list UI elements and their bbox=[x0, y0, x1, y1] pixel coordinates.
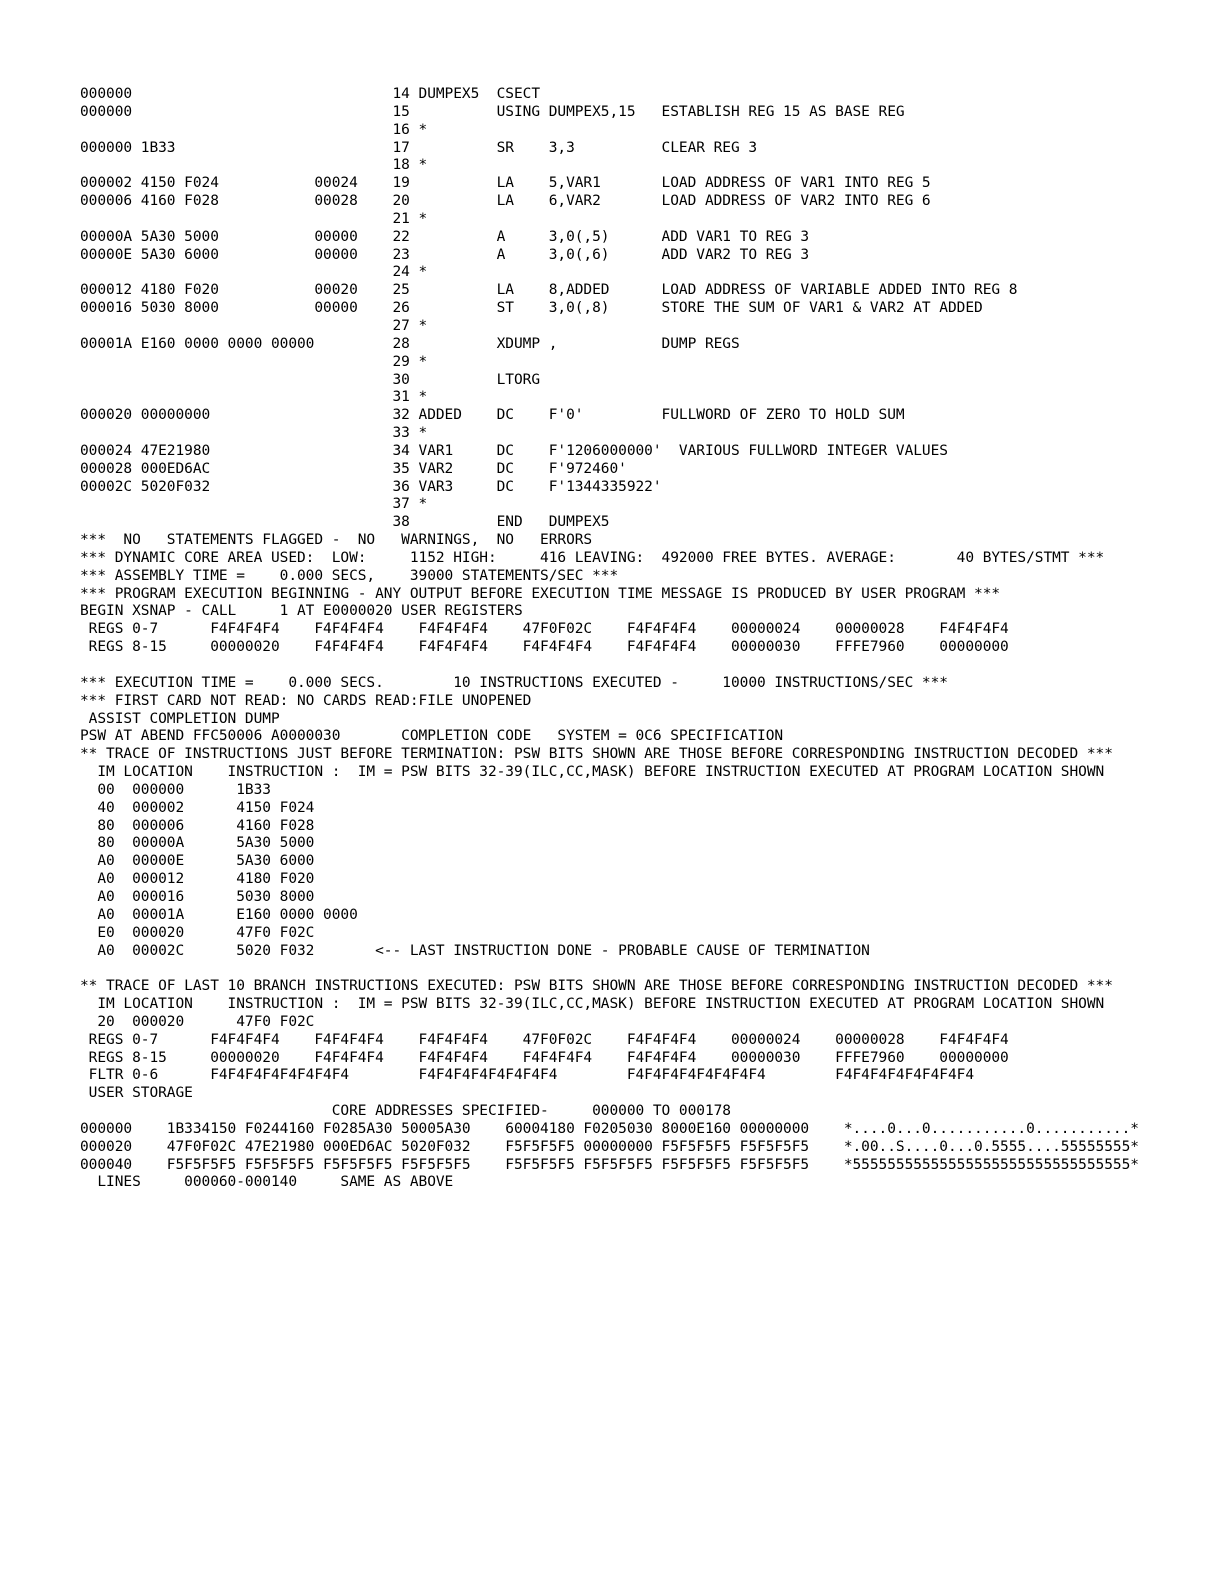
storage-dump-row: 000000 1B334150 F0244160 F0285A30 50005A30 60004180 F0205030 8000E160 00000000 *....0...0...........0...........* bbox=[80, 1120, 1139, 1137]
register-dump-line: REGS 8-15 00000020 F4F4F4F4 F4F4F4F4 F4F4F4F4 F4F4F4F4 00000030 FFFE7960 00000000 bbox=[80, 1049, 1009, 1066]
listing-line: 000024 47E21980 34 VAR1 DC F'1206000000' VARIOUS FULLWORD INTEGER VALUES bbox=[80, 442, 948, 459]
listing-line: 00000E 5A30 6000 00000 23 A 3,0(,6) ADD VAR2 TO REG 3 bbox=[80, 246, 810, 263]
trace-row: A0 000012 4180 F020 bbox=[80, 871, 315, 888]
listing-line: 38 END DUMPEX5 bbox=[80, 514, 610, 531]
listing-line: 000016 5030 8000 00000 26 ST 3,0(,8) STORE THE SUM OF VAR1 & VAR2 AT ADDED bbox=[80, 300, 983, 317]
assembly-summary-line: *** DYNAMIC CORE AREA USED: LOW: 1152 HIGH: 416 LEAVING: 492000 FREE BYTES. AVERAGE: 40 BYTES/STMT *** bbox=[80, 549, 1105, 566]
assembly-summary-line: *** ASSEMBLY TIME = 0.000 SECS, 39000 STATEMENTS/SEC *** bbox=[80, 567, 619, 584]
trace-row-last-instruction: A0 00002C 5020 F032 <-- LAST INSTRUCTION DONE - PROBABLE CAUSE OF TERMINATION bbox=[80, 942, 870, 959]
trace-row: 80 000006 4160 F028 bbox=[80, 817, 315, 834]
storage-same-as-above-line: LINES 000060-000140 SAME AS ABOVE bbox=[80, 1174, 454, 1191]
register-dump-line: REGS 0-7 F4F4F4F4 F4F4F4F4 F4F4F4F4 47F0F02C F4F4F4F4 00000024 00000028 F4F4F4F4 bbox=[80, 1031, 1009, 1048]
blank-line bbox=[80, 960, 1139, 978]
listing-line: 31 * bbox=[80, 389, 428, 406]
user-storage-header: USER STORAGE bbox=[80, 1085, 193, 1102]
trace-row: E0 000020 47F0 F02C bbox=[80, 924, 315, 941]
listing-line: 000002 4150 F024 00024 19 LA 5,VAR1 LOAD ADDRESS OF VAR1 INTO REG 5 bbox=[80, 175, 931, 192]
xsnap-header-line: BEGIN XSNAP - CALL 1 AT E0000020 USER REGISTERS bbox=[80, 603, 523, 620]
listing-line: 21 * bbox=[80, 210, 428, 227]
listing-line: 000000 1B33 17 SR 3,3 CLEAR REG 3 bbox=[80, 139, 758, 156]
listing-line: 16 * bbox=[80, 121, 428, 138]
listing-line: 33 * bbox=[80, 425, 428, 442]
listing-line: 000000 14 DUMPEX5 CSECT bbox=[80, 86, 541, 102]
storage-dump-row: 000040 F5F5F5F5 F5F5F5F5 F5F5F5F5 F5F5F5F5 F5F5F5F5 F5F5F5F5 F5F5F5F5 F5F5F5F5 *55555555555555555555555555555555* bbox=[80, 1156, 1139, 1173]
listing-line: 29 * bbox=[80, 353, 428, 370]
listing-line: 000020 00000000 32 ADDED DC F'0' FULLWORD OF ZERO TO HOLD SUM bbox=[80, 407, 905, 424]
trace-column-header: IM LOCATION INSTRUCTION : IM = PSW BITS 32-39(ILC,CC,MASK) BEFORE INSTRUCTION EXECUTED AT PROGRAM LOCATION SHOWN bbox=[80, 996, 1105, 1013]
assembly-summary-line: *** NO STATEMENTS FLAGGED - NO WARNINGS, NO ERRORS bbox=[80, 532, 593, 549]
trace-row: A0 00001A E160 0000 0000 bbox=[80, 906, 358, 923]
execution-message-line: *** PROGRAM EXECUTION BEGINNING - ANY OUTPUT BEFORE EXECUTION TIME MESSAGE IS PRODUCED BY USER PROGRAM *** bbox=[80, 585, 1001, 602]
listing-line: 000000 15 USING DUMPEX5,15 ESTABLISH REG 15 AS BASE REG bbox=[80, 103, 905, 120]
trace-header-line: ** TRACE OF INSTRUCTIONS JUST BEFORE TERMINATION: PSW BITS SHOWN ARE THOSE BEFORE CORRESPONDING INSTRUCTION DECODED *** bbox=[80, 746, 1113, 763]
branch-trace-row: 20 000020 47F0 F02C bbox=[80, 1013, 315, 1030]
listing-line: 18 * bbox=[80, 157, 428, 174]
blank-line bbox=[80, 657, 1139, 675]
trace-row: A0 00000E 5A30 6000 bbox=[80, 853, 315, 870]
psw-abend-line: PSW AT ABEND FFC50006 A0000030 COMPLETION CODE SYSTEM = 0C6 SPECIFICATION bbox=[80, 728, 784, 745]
storage-dump-row: 000020 47F0F02C 47E21980 000ED6AC 5020F032 F5F5F5F5 00000000 F5F5F5F5 F5F5F5F5 *.00..S....0...0.5555....55555555* bbox=[80, 1138, 1139, 1155]
core-addresses-line: CORE ADDRESSES SPECIFIED- 000000 TO 000178 bbox=[80, 1103, 731, 1120]
listing-line: 00002C 5020F032 36 VAR3 DC F'1344335922' bbox=[80, 478, 662, 495]
listing-line: 000028 000ED6AC 35 VAR2 DC F'972460' bbox=[80, 460, 627, 477]
execution-summary-line: *** EXECUTION TIME = 0.000 SECS. 10 INSTRUCTIONS EXECUTED - 10000 INSTRUCTIONS/SEC *** bbox=[80, 674, 948, 691]
listing-line: 000006 4160 F028 00028 20 LA 6,VAR2 LOAD ADDRESS OF VAR2 INTO REG 6 bbox=[80, 193, 931, 210]
trace-column-header: IM LOCATION INSTRUCTION : IM = PSW BITS 32-39(ILC,CC,MASK) BEFORE INSTRUCTION EXECUTED AT PROGRAM LOCATION SHOWN bbox=[80, 764, 1105, 781]
listing-line: 27 * bbox=[80, 317, 428, 334]
register-dump-line: REGS 0-7 F4F4F4F4 F4F4F4F4 F4F4F4F4 47F0F02C F4F4F4F4 00000024 00000028 F4F4F4F4 bbox=[80, 621, 1009, 638]
listing-line: 37 * bbox=[80, 496, 428, 513]
branch-trace-header-line: ** TRACE OF LAST 10 BRANCH INSTRUCTIONS EXECUTED: PSW BITS SHOWN ARE THOSE BEFORE CORRESPONDING INSTRUCTION DECODED *** bbox=[80, 978, 1113, 995]
listing-line: 30 LTORG bbox=[80, 371, 541, 388]
listing-line: 00000A 5A30 5000 00000 22 A 3,0(,5) ADD VAR1 TO REG 3 bbox=[80, 228, 810, 245]
completion-dump-header: ASSIST COMPLETION DUMP bbox=[80, 710, 280, 727]
register-dump-line: REGS 8-15 00000020 F4F4F4F4 F4F4F4F4 F4F4F4F4 F4F4F4F4 00000030 FFFE7960 00000000 bbox=[80, 639, 1009, 656]
float-register-dump-line: FLTR 0-6 F4F4F4F4F4F4F4F4 F4F4F4F4F4F4F4F4 F4F4F4F4F4F4F4F4 F4F4F4F4F4F4F4F4 bbox=[80, 1067, 975, 1084]
listing-line: 24 * bbox=[80, 264, 428, 281]
listing-line: 000012 4180 F020 00020 25 LA 8,ADDED LOAD ADDRESS OF VARIABLE ADDED INTO REG 8 bbox=[80, 282, 1018, 299]
trace-row: A0 000016 5030 8000 bbox=[80, 888, 315, 905]
execution-summary-line: *** FIRST CARD NOT READ: NO CARDS READ:FILE UNOPENED bbox=[80, 692, 532, 709]
assembler-listing bbox=[80, 86, 1139, 1192]
trace-row: 40 000002 4150 F024 bbox=[80, 799, 315, 816]
listing-line: 00001A E160 0000 0000 00000 28 XDUMP , DUMP REGS bbox=[80, 335, 740, 352]
trace-row: 00 000000 1B33 bbox=[80, 781, 271, 798]
trace-row: 80 00000A 5A30 5000 bbox=[80, 835, 315, 852]
